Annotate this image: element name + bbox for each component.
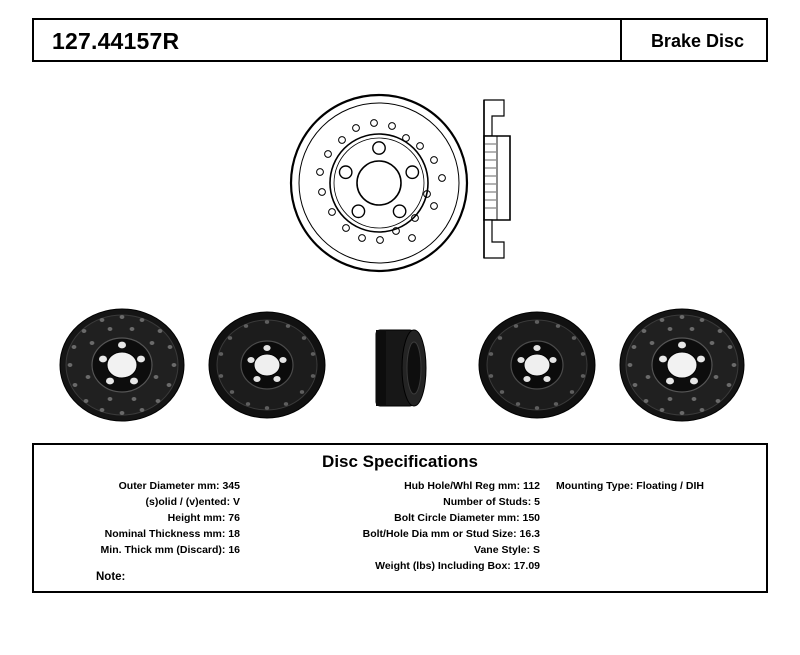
disc-specifications-panel	[32, 443, 768, 593]
specs-column-right	[546, 478, 764, 574]
spec-outer-diameter: Outer Diameter mm: 345	[118, 480, 240, 492]
spec-nominal-thickness: Nominal Thickness mm: 18	[104, 528, 240, 540]
rotor-angled-left-inner	[202, 308, 332, 428]
header-bar	[32, 18, 768, 62]
page-title: Brake Disc	[650, 31, 744, 51]
specs-column-middle	[246, 478, 546, 574]
rotor-angled-right	[612, 305, 752, 430]
spec-solid-vented: (s)olid / (v)ented: V	[145, 496, 240, 508]
specs-columns	[34, 478, 766, 574]
drawing-area	[32, 70, 768, 440]
spec-vane-style: Vane Style: S	[474, 544, 540, 556]
spec-bolt-hole-dia: Bolt/Hole Dia mm or Stud Size: 16.3	[362, 528, 540, 540]
part-number: 127.44157R	[52, 28, 180, 54]
specs-column-left	[34, 478, 246, 574]
spec-min-thickness: Min. Thick mm (Discard): 16	[100, 544, 240, 556]
rotor-angled-right-inner	[472, 308, 602, 428]
spec-number-of-studs: Number of Studs: 5	[443, 496, 540, 508]
spec-weight: Weight (lbs) Including Box: 17.09	[375, 560, 540, 572]
rotor-cross-section-top-view	[462, 92, 552, 277]
note-label: Note:	[96, 571, 126, 583]
rotor-edge-profile	[362, 318, 442, 423]
spec-bolt-circle-diameter: Bolt Circle Diameter mm: 150	[394, 512, 540, 524]
header-divider	[620, 20, 622, 60]
spec-hub-hole: Hub Hole/Whl Reg mm: 112	[404, 480, 540, 492]
rotor-face-top-view	[284, 88, 474, 283]
spec-mounting-type: Mounting Type: Floating / DIH	[556, 480, 704, 492]
specs-title: Disc Specifications	[322, 452, 478, 471]
rotor-angled-left	[52, 305, 192, 430]
spec-height: Height mm: 76	[167, 512, 240, 524]
